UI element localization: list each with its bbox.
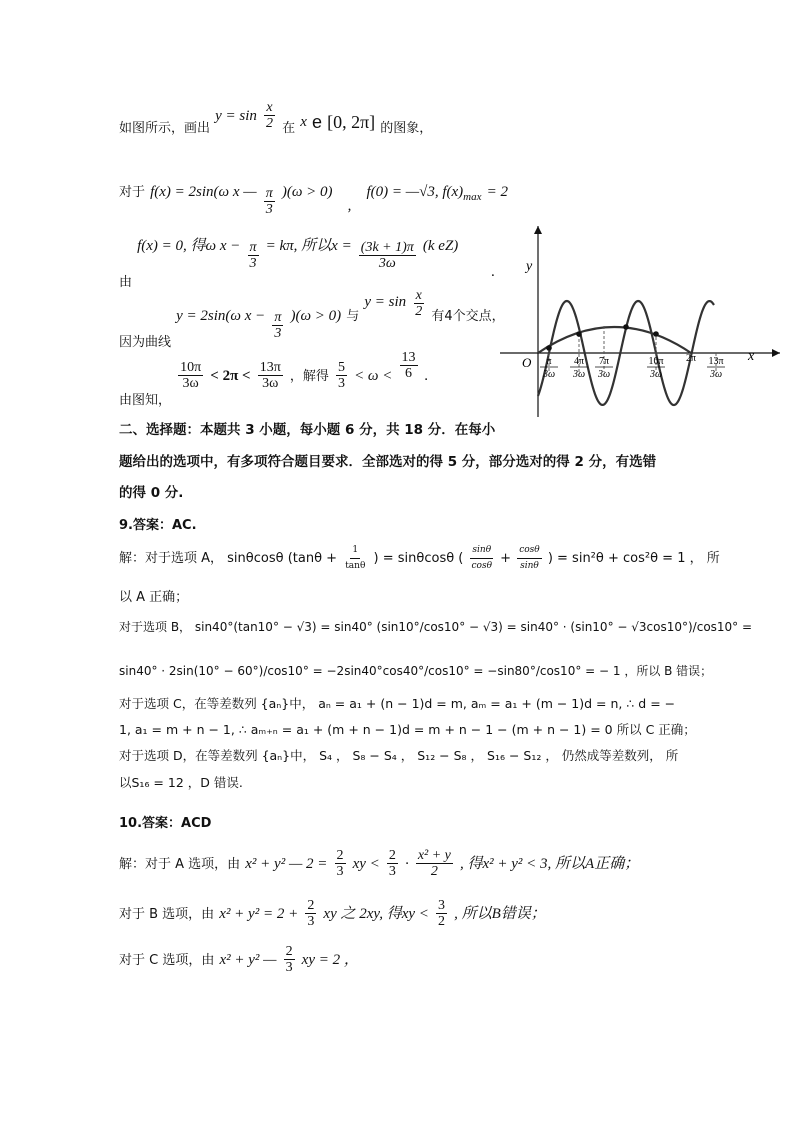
denominator: 3 xyxy=(388,864,396,879)
tick-denominator: 3ω xyxy=(542,369,556,380)
section-line-3: 的得 0 分. xyxy=(119,485,184,501)
math: , 得x² + y² < 3, 所以A正确； xyxy=(460,856,640,872)
math: y = sin xyxy=(215,108,257,124)
text: 与 xyxy=(346,309,360,324)
denominator: 3 xyxy=(336,864,344,879)
text: 解：对于 A 选项，由 xyxy=(119,857,241,872)
line-5 xyxy=(119,350,429,408)
math: y = sin xyxy=(364,294,407,310)
math: , 所以B错误； xyxy=(454,906,546,922)
math: f(x) = 2sin(ω x — xyxy=(150,184,257,200)
numerator: 2 xyxy=(285,944,293,959)
fraction xyxy=(517,543,542,574)
numerator: x² + y xyxy=(417,848,451,863)
fraction xyxy=(359,240,416,271)
math: y = 2sin(ω x − xyxy=(176,308,266,324)
numerator: 3 xyxy=(438,898,445,913)
text: + xyxy=(500,551,516,566)
q9-a-cont: 以 A 正确； xyxy=(119,590,189,605)
x-axis-arrow xyxy=(772,349,780,357)
text: 对于 C 选项，由 xyxy=(119,953,215,968)
denominator: 3 xyxy=(337,376,345,391)
tick-denominator: 3ω xyxy=(709,369,723,380)
fraction xyxy=(336,360,347,391)
math: x xyxy=(300,114,307,130)
math: . xyxy=(424,368,429,384)
denominator: 2 xyxy=(430,864,438,879)
math: < ω < xyxy=(354,368,393,384)
denominator: 2 xyxy=(438,914,445,929)
line-4 xyxy=(119,288,505,350)
q10-header xyxy=(119,812,211,831)
numerator: 13π xyxy=(259,360,281,375)
section-line-1: 二、选择题：本题共 3 小题，每小题 6 分，共 18 分．在每小 xyxy=(119,422,496,438)
q10-option-a xyxy=(119,848,639,879)
math: · xyxy=(404,856,409,872)
text: 对于 B 选项，由 xyxy=(119,907,215,922)
denominator: 3ω xyxy=(262,376,279,391)
numerator: 10π xyxy=(180,360,202,375)
curve-sin-half-x xyxy=(538,327,691,353)
x-tick-label xyxy=(686,353,696,364)
numerator: 2 xyxy=(388,848,396,863)
denominator: 3ω xyxy=(182,376,199,391)
math: = kπ, 所以x = xyxy=(265,238,352,254)
math: , xyxy=(347,198,352,214)
math: [0, 2π] xyxy=(327,112,376,132)
math: xy 之 2xy, 得xy < xyxy=(323,906,429,922)
fraction xyxy=(272,310,283,341)
math: (k eZ) xyxy=(422,238,459,254)
fraction xyxy=(264,186,275,217)
q9-option-a xyxy=(119,543,720,574)
math: xy = 2 ， xyxy=(301,952,359,968)
text: 解：对于选项 A， sinθcosθ (tanθ + xyxy=(119,551,342,566)
fraction xyxy=(335,848,346,879)
fraction xyxy=(258,360,283,391)
denominator: 2 xyxy=(266,116,273,131)
math: x² + y² = 2 + xyxy=(219,906,299,922)
origin-label: O xyxy=(522,355,532,370)
q10-option-b xyxy=(119,898,546,929)
numerator: π xyxy=(249,240,257,255)
tick-numerator: 7π xyxy=(598,356,610,367)
fraction xyxy=(436,898,447,929)
numerator: sinθ xyxy=(470,543,493,559)
denominator: 3 xyxy=(274,326,282,341)
tick-denominator: 3ω xyxy=(572,369,586,380)
q9-b-line-2: sin40° · 2sin(10° − 60°)/cos10° = −2sin40°cos40°/cos10° = −sin80°/cos10° = − 1 ，所以 B 错误； xyxy=(119,664,713,678)
y-axis-label: y xyxy=(526,259,533,274)
math: )(ω > 0) xyxy=(281,184,333,200)
text: 由图知， xyxy=(119,393,172,408)
q9-d-line-1: 对于选项 D，在等差数列 {aₙ}中， S₄ ， S₈ − S₄ ， S₁₂ − S₈ ， S₁₆ − S₁₂ ， 仍然成等差数列， 所 xyxy=(119,748,679,763)
math: e xyxy=(311,112,322,132)
text: 对于 xyxy=(119,185,146,200)
fraction xyxy=(470,543,495,574)
fraction xyxy=(248,240,259,271)
line-2 xyxy=(119,176,508,217)
math: < 2π < xyxy=(210,368,251,384)
tick-denominator: 3ω xyxy=(649,369,663,380)
fraction xyxy=(178,360,203,391)
tick-numerator: 13π xyxy=(708,356,724,367)
q9-header xyxy=(119,514,197,533)
tick-denominator: 3ω xyxy=(597,369,611,380)
fraction xyxy=(416,848,453,879)
q10-option-c xyxy=(119,944,359,975)
sine-graph xyxy=(496,222,786,417)
text: 10.答案：ACD xyxy=(119,816,212,831)
x-axis-label: x xyxy=(748,349,755,364)
numerator: 5 xyxy=(337,360,345,375)
intersection-point xyxy=(546,345,552,351)
text: 9.答案：AC. xyxy=(119,518,197,533)
denominator: 6 xyxy=(405,366,412,381)
text: 的图象， xyxy=(380,121,433,136)
denominator: 2 xyxy=(415,304,423,319)
math: . xyxy=(491,264,496,280)
math: f(x) = 0, 得ω x − xyxy=(137,238,241,254)
text: 如图所示，画出 xyxy=(119,121,211,136)
fraction xyxy=(264,100,275,131)
denominator: 3ω xyxy=(378,256,396,271)
q9-d-line-2: 以S₁₆ = 12 ，D 错误. xyxy=(119,775,243,790)
q9-b-line-1: 对于选项 B， sin40°(tan10° − √3) = sin40° (sin10°/cos10° − √3) = sin40° · (sin10° − √3cos10°)/cos10° = xyxy=(119,620,753,634)
tick-numerator: 10π xyxy=(648,356,664,367)
tick-numerator: 2π xyxy=(685,353,697,364)
numerator: 1 xyxy=(350,543,360,559)
y-axis-arrow xyxy=(534,226,542,234)
denominator: 3 xyxy=(265,202,273,217)
denominator: sinθ xyxy=(520,561,539,571)
numerator: cosθ xyxy=(517,543,542,559)
fraction xyxy=(305,898,316,929)
numerator: 2 xyxy=(307,898,315,913)
intersection-point xyxy=(653,331,659,337)
numerator: π xyxy=(265,186,273,201)
math-subscript: max xyxy=(463,191,482,203)
denominator: 3 xyxy=(285,960,293,975)
text: 有4个交点， xyxy=(431,309,505,324)
math: xy < xyxy=(352,856,380,872)
q9-c-line-1: 对于选项 C，在等差数列 {aₙ}中， aₙ = a₁ + (n − 1)d = m, aₘ = a₁ + (m − 1)d = n, ∴ d = − xyxy=(119,696,676,711)
intersection-point xyxy=(576,331,582,337)
text: ) = sin²θ + cos²θ = 1 ， 所 xyxy=(547,551,720,566)
numerator: x xyxy=(415,288,422,303)
text: ，解得 xyxy=(289,369,329,384)
fraction xyxy=(413,288,424,319)
numerator: (3k + 1)π xyxy=(360,240,414,255)
fraction xyxy=(284,944,295,975)
fraction xyxy=(387,848,398,879)
numerator: 2 xyxy=(336,848,344,863)
text: 因为曲线 xyxy=(119,335,172,350)
denominator: 3 xyxy=(249,256,257,271)
denominator: 3 xyxy=(307,914,315,929)
math: = 2 xyxy=(486,184,508,200)
denominator: tanθ xyxy=(345,561,366,571)
text: 在 xyxy=(282,121,296,136)
math: x² + y² — xyxy=(219,952,277,968)
math: f(0) = —√3, f(x) xyxy=(366,184,464,200)
line-1 xyxy=(119,100,433,143)
section-line-2: 题给出的选项中，有多项符合题目要求．全部选对的得 5 分，部分选对的得 2 分，有选错 xyxy=(119,454,657,470)
text: 由 xyxy=(119,275,133,290)
numerator: 13 xyxy=(401,350,416,365)
q9-c-line-2: 1, a₁ = m + n − 1, ∴ aₘ₊ₙ = a₁ + (m + n − 1)d = m + n − 1 − (m + n − 1) = 0 所以 C 正确； xyxy=(119,722,696,737)
math: x² + y² — 2 = xyxy=(245,856,328,872)
numerator: x xyxy=(266,100,273,115)
tick-numerator: π xyxy=(546,356,552,367)
fraction xyxy=(343,543,367,574)
text: ) = sinθcosθ ( xyxy=(373,551,464,566)
denominator: cosθ xyxy=(471,561,493,571)
intersection-point xyxy=(623,324,629,330)
tick-numerator: 4π xyxy=(573,356,585,367)
numerator: π xyxy=(274,310,282,325)
math: )(ω > 0) xyxy=(290,308,342,324)
fraction xyxy=(400,350,418,381)
